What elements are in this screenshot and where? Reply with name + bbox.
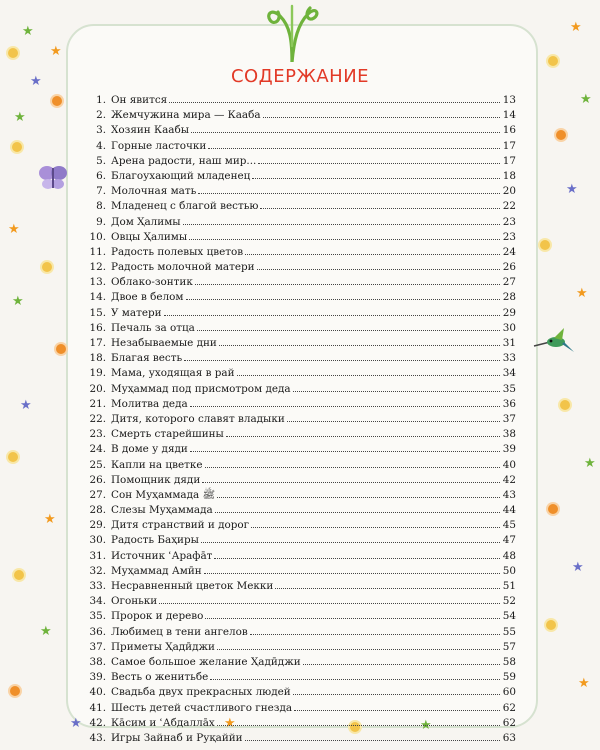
toc-entry	[88, 564, 516, 579]
toc-entry-page: 39	[502, 443, 516, 456]
toc-entry-number: 3.	[96, 124, 106, 137]
toc-entry-title: Горные ласточки	[111, 139, 207, 152]
toc-entry-page: 36	[502, 397, 516, 410]
toc-entry	[88, 290, 516, 305]
flower-icon	[10, 686, 20, 696]
toc-entry	[88, 139, 516, 154]
toc-entry	[88, 108, 516, 123]
toc-entry-title: Мама, уходящая в рай	[111, 367, 235, 380]
toc-entry	[88, 427, 516, 442]
toc-entry-title: Благоухающий младенец	[111, 169, 251, 182]
toc-entry	[88, 488, 516, 503]
star-icon: ★	[22, 24, 34, 39]
toc-entry-title: Дитя странствий и дорог	[111, 519, 250, 532]
toc-entry-number: 38.	[89, 655, 106, 668]
toc-entry-page: 34	[502, 367, 516, 380]
flower-icon	[42, 262, 52, 272]
dot-leader	[169, 102, 500, 103]
toc-entry-title: Облако-зонтик	[111, 276, 193, 289]
toc-entry-title: Помощник дяди	[111, 473, 201, 486]
dot-leader	[293, 391, 500, 392]
star-icon: ★	[572, 560, 584, 575]
toc-entry-page: 63	[502, 731, 516, 744]
toc-entry-page: 22	[502, 200, 516, 213]
toc-entry-number: 42.	[89, 716, 106, 729]
toc-entry-number: 32.	[89, 564, 106, 577]
toc-entry-number: 41.	[89, 701, 106, 714]
dot-leader	[219, 345, 500, 346]
dot-leader	[183, 224, 500, 225]
dot-leader	[252, 178, 500, 179]
toc-entry	[88, 533, 516, 548]
toc-entry	[88, 412, 516, 427]
toc-entry-number: 30.	[89, 534, 106, 547]
dot-leader	[184, 360, 500, 361]
toc-entry	[88, 518, 516, 533]
toc-entry-title: Свадьба двух прекрасных людей	[111, 686, 291, 699]
toc-entry-title: Самое большое желание Ҳадӣджи	[111, 655, 301, 668]
toc-entry-page: 23	[502, 215, 516, 228]
toc-entry-page: 37	[502, 412, 516, 425]
toc-entry-title: Приметы Ҳадӣджи	[111, 640, 215, 653]
toc-entry-page: 62	[502, 716, 516, 729]
toc-entry	[88, 382, 516, 397]
flower-icon	[52, 96, 62, 106]
toc-entry-page: 14	[502, 109, 516, 122]
flower-icon	[8, 452, 18, 462]
toc-entry-title: Смерть старейшины	[111, 428, 224, 441]
toc-entry-title: Муҳаммад под присмотром деда	[111, 382, 291, 395]
toc-entry-title: Слезы Муҳаммада	[111, 504, 213, 517]
toc-entry-page: 43	[502, 488, 516, 501]
toc-entry-number: 14.	[89, 291, 106, 304]
toc-entry-page: 52	[502, 595, 516, 608]
toc-entry-title: Молитва деда	[111, 397, 188, 410]
toc-entry-number: 11.	[89, 245, 106, 258]
dot-leader	[275, 588, 500, 589]
toc-entry	[88, 670, 516, 685]
toc-entry-number: 21.	[89, 397, 106, 410]
toc-entry-page: 57	[502, 640, 516, 653]
toc-entry-number: 39.	[89, 671, 106, 684]
toc-entry	[88, 655, 516, 670]
toc-entry-number: 43.	[89, 731, 106, 744]
dot-leader	[214, 558, 500, 559]
toc-entry-title: Муҳаммад Амӣн	[111, 564, 202, 577]
toc-entry-number: 2.	[96, 109, 106, 122]
toc-entry-page: 50	[502, 564, 516, 577]
toc-entry	[88, 716, 516, 731]
toc-entry-page: 60	[502, 686, 516, 699]
dot-leader	[208, 148, 500, 149]
dot-leader	[159, 603, 500, 604]
star-icon: ★	[576, 286, 588, 301]
toc-entry-title: Младенец с благой вестью	[111, 200, 259, 213]
toc-entry	[88, 275, 516, 290]
star-icon: ★	[50, 44, 62, 59]
hummingbird-icon	[532, 326, 576, 356]
toc-entry	[88, 230, 516, 245]
toc-entry	[88, 458, 516, 473]
star-icon: ★	[44, 512, 56, 527]
dot-leader	[205, 618, 500, 619]
flower-icon	[8, 48, 18, 58]
toc-entry-title: Пророк и дерево	[111, 610, 204, 623]
dot-leader	[186, 299, 500, 300]
dot-leader	[217, 649, 500, 650]
toc-entry-page: 54	[502, 610, 516, 623]
toc-entry-page: 26	[502, 261, 516, 274]
toc-entry-title: Огоньки	[111, 595, 158, 608]
dot-leader	[205, 467, 501, 468]
toc-entry-number: 37.	[89, 640, 106, 653]
dot-leader	[245, 740, 500, 741]
dot-leader	[191, 132, 500, 133]
star-icon: ★	[420, 718, 432, 733]
toc-entry	[88, 260, 516, 275]
toc-entry	[88, 609, 516, 624]
dot-leader	[287, 421, 500, 422]
toc-entry-title: Источник ʿАрафāт	[111, 549, 213, 562]
toc-entry-page: 30	[502, 321, 516, 334]
toc-entry-page: 16	[502, 124, 516, 137]
toc-entry-number: 5.	[96, 154, 106, 167]
flower-icon	[560, 400, 570, 410]
toc-entry-page: 29	[502, 306, 516, 319]
toc-entry-page: 59	[502, 671, 516, 684]
toc-entry-title: Хозяин Каабы	[111, 124, 189, 137]
toc-entry-page: 33	[502, 352, 516, 365]
dot-leader	[195, 284, 500, 285]
toc-entry-number: 19.	[89, 367, 106, 380]
toc-entry-number: 31.	[89, 549, 106, 562]
toc-entry	[88, 397, 516, 412]
toc-entry	[88, 701, 516, 716]
dot-leader	[217, 725, 500, 726]
flower-icon	[14, 570, 24, 580]
toc-entry	[88, 199, 516, 214]
star-icon: ★	[224, 716, 236, 731]
toc-entry-number: 17.	[89, 337, 106, 349]
star-icon: ★	[30, 74, 42, 89]
dot-leader	[293, 694, 500, 695]
toc-entry-number: 20.	[89, 382, 106, 395]
flower-icon	[12, 142, 22, 152]
dot-leader	[210, 679, 500, 680]
toc-entry	[88, 169, 516, 184]
toc-entry-page: 62	[502, 701, 516, 714]
toc-entry-number: 34.	[89, 595, 106, 608]
dot-leader	[263, 117, 500, 118]
dot-leader	[226, 436, 500, 437]
toc-entry-number: 12.	[89, 261, 106, 274]
dot-leader	[198, 193, 500, 194]
toc-entry	[88, 731, 516, 746]
dot-leader	[202, 482, 500, 483]
toc-entry-title: Радость полевых цветов	[111, 245, 244, 258]
toc-entry-page: 24	[502, 245, 516, 258]
toc-entry-number: 36.	[89, 625, 106, 638]
toc-entry	[88, 321, 516, 336]
toc-entry	[88, 549, 516, 564]
star-icon: ★	[578, 676, 590, 691]
toc-entry-title: Дом Ҳалимы	[111, 215, 181, 228]
star-icon: ★	[12, 294, 24, 309]
toc-entry-number: 16.	[89, 321, 106, 334]
toc-entry-title: Кāсим и ʿАбдаллāх	[111, 716, 215, 729]
dot-leader	[237, 375, 500, 376]
toc-entry-page: 48	[502, 549, 516, 562]
toc-entry	[88, 306, 516, 321]
toc-entry-page: 51	[502, 580, 516, 592]
toc-entry-title: Двое в белом	[111, 291, 184, 304]
toc-entry	[88, 579, 516, 594]
star-icon: ★	[580, 92, 592, 107]
toc-entry-title: Дитя, которого славят владыки	[111, 412, 285, 425]
toc-entry-number: 15.	[89, 306, 106, 319]
toc-entry-number: 9.	[96, 215, 106, 228]
dot-leader	[164, 315, 500, 316]
toc-entry-page: 38	[502, 428, 516, 441]
toc-entry-page: 31	[502, 337, 516, 349]
toc-entry-page: 28	[502, 291, 516, 304]
toc-entry-number: 22.	[89, 412, 106, 425]
dot-leader	[189, 239, 500, 240]
toc-entry-title: Сон Муҳаммада ﷺ	[111, 488, 216, 501]
toc-entry-page: 17	[502, 154, 516, 167]
dot-leader	[201, 542, 500, 543]
toc-entry-number: 35.	[89, 610, 106, 623]
star-icon: ★	[8, 222, 20, 237]
toc-entry	[88, 184, 516, 199]
toc-entry	[88, 154, 516, 169]
toc-entry	[88, 351, 516, 366]
toc-entry	[88, 685, 516, 700]
toc-entry-title: Любимец в тени ангелов	[111, 625, 248, 638]
toc-entry-title: Радость молочной матери	[111, 261, 255, 274]
toc-entry-number: 29.	[89, 519, 106, 532]
star-icon: ★	[14, 110, 26, 125]
dot-leader	[250, 634, 500, 635]
page-title: СОДЕРЖАНИЕ	[230, 66, 370, 87]
toc-entry	[88, 625, 516, 640]
toc-entry-page: 23	[502, 230, 516, 243]
toc-entry	[88, 93, 516, 108]
toc-entry-title: Печаль за отца	[111, 321, 195, 334]
dot-leader	[204, 573, 500, 574]
toc-entry-page: 58	[502, 655, 516, 668]
dot-leader	[257, 269, 500, 270]
toc-entry-page: 35	[502, 382, 516, 395]
toc-entry-page: 13	[502, 94, 516, 106]
dot-leader	[197, 330, 500, 331]
flower-icon	[56, 344, 66, 354]
toc-entry-title: Арена радости, наш мир...	[111, 154, 257, 167]
dot-leader	[258, 163, 500, 164]
star-icon: ★	[566, 182, 578, 197]
toc-entry	[88, 640, 516, 655]
toc-entry-title: Несравненный цветок Мекки	[111, 580, 274, 592]
toc-entry-page: 18	[502, 169, 516, 182]
toc-entry-number: 13.	[89, 276, 106, 289]
toc-entry-page: 44	[502, 504, 516, 517]
star-icon: ★	[40, 624, 52, 639]
toc-entry-title: Жемчужина мира — Кааба	[111, 109, 261, 122]
toc-entry-number: 24.	[89, 443, 106, 456]
toc-entry-number: 8.	[96, 200, 106, 213]
toc-entry-title: Радость Баҳиры	[111, 534, 199, 547]
toc-entry-title: Овцы Ҳалимы	[111, 230, 188, 243]
toc-entry-title: Он явится	[111, 94, 168, 106]
toc-entry	[88, 215, 516, 230]
toc-entry	[88, 366, 516, 381]
toc-entry	[88, 336, 516, 351]
toc-entry	[88, 245, 516, 260]
toc-entry-title: Шесть детей счастливого гнезда	[111, 701, 293, 714]
star-icon: ★	[70, 716, 82, 731]
toc-entry-title: У матери	[111, 306, 162, 319]
toc-entry-page: 47	[502, 534, 516, 547]
toc-entry-title: Молочная мать	[111, 185, 197, 198]
toc-entry-page: 27	[502, 276, 516, 289]
toc-entry-page: 45	[502, 519, 516, 532]
toc-entry-number: 18.	[89, 352, 106, 365]
toc-entry-number: 7.	[96, 185, 106, 198]
toc-entry-page: 55	[502, 625, 516, 638]
dot-leader	[303, 664, 500, 665]
toc-entry	[88, 123, 516, 138]
toc-entry-number: 4.	[96, 139, 106, 152]
toc-entry-number: 23.	[89, 428, 106, 441]
swirl-ornament-icon	[262, 0, 322, 62]
toc-entry-page: 20	[502, 185, 516, 198]
dot-leader	[190, 406, 500, 407]
toc-entry-page: 17	[502, 139, 516, 152]
dot-leader	[294, 710, 500, 711]
dot-leader	[217, 497, 500, 498]
star-icon: ★	[584, 456, 596, 471]
flower-icon	[546, 620, 556, 630]
toc-entry-number: 26.	[89, 473, 106, 486]
flower-icon	[548, 56, 558, 66]
toc-entry-number: 6.	[96, 169, 106, 182]
star-icon: ★	[20, 398, 32, 413]
toc-entry	[88, 473, 516, 488]
dot-leader	[190, 451, 500, 452]
toc-entry-title: Незабываемые дни	[111, 337, 217, 349]
dot-leader	[260, 208, 500, 209]
toc-entry	[88, 594, 516, 609]
toc-entry	[88, 442, 516, 457]
toc-entry-number: 33.	[89, 580, 106, 592]
dot-leader	[215, 512, 500, 513]
toc-entry-number: 27.	[89, 488, 106, 501]
toc-entry	[88, 503, 516, 518]
toc-entry-number: 40.	[89, 686, 106, 699]
flower-icon	[556, 130, 566, 140]
star-icon: ★	[570, 20, 582, 35]
table-of-contents	[88, 93, 516, 746]
toc-entry-number: 25.	[89, 458, 106, 471]
flower-icon	[548, 504, 558, 514]
flower-icon	[540, 240, 550, 250]
dot-leader	[245, 254, 500, 255]
toc-entry-page: 40	[502, 458, 516, 471]
toc-entry-title: Капли на цветке	[111, 458, 203, 471]
toc-entry-title: Игры Зайнаб и Руқаййи	[111, 731, 243, 744]
toc-entry-page: 42	[502, 473, 516, 486]
butterfly-icon	[38, 164, 68, 192]
toc-entry-title: Весть о женитьбе	[111, 671, 209, 684]
dot-leader	[251, 527, 500, 528]
toc-entry-number: 10.	[89, 230, 106, 243]
toc-entry-number: 28.	[89, 504, 106, 517]
toc-entry-title: Благая весть	[111, 352, 183, 365]
toc-entry-number: 1.	[96, 94, 106, 106]
toc-entry-title: В доме у дяди	[111, 443, 188, 456]
